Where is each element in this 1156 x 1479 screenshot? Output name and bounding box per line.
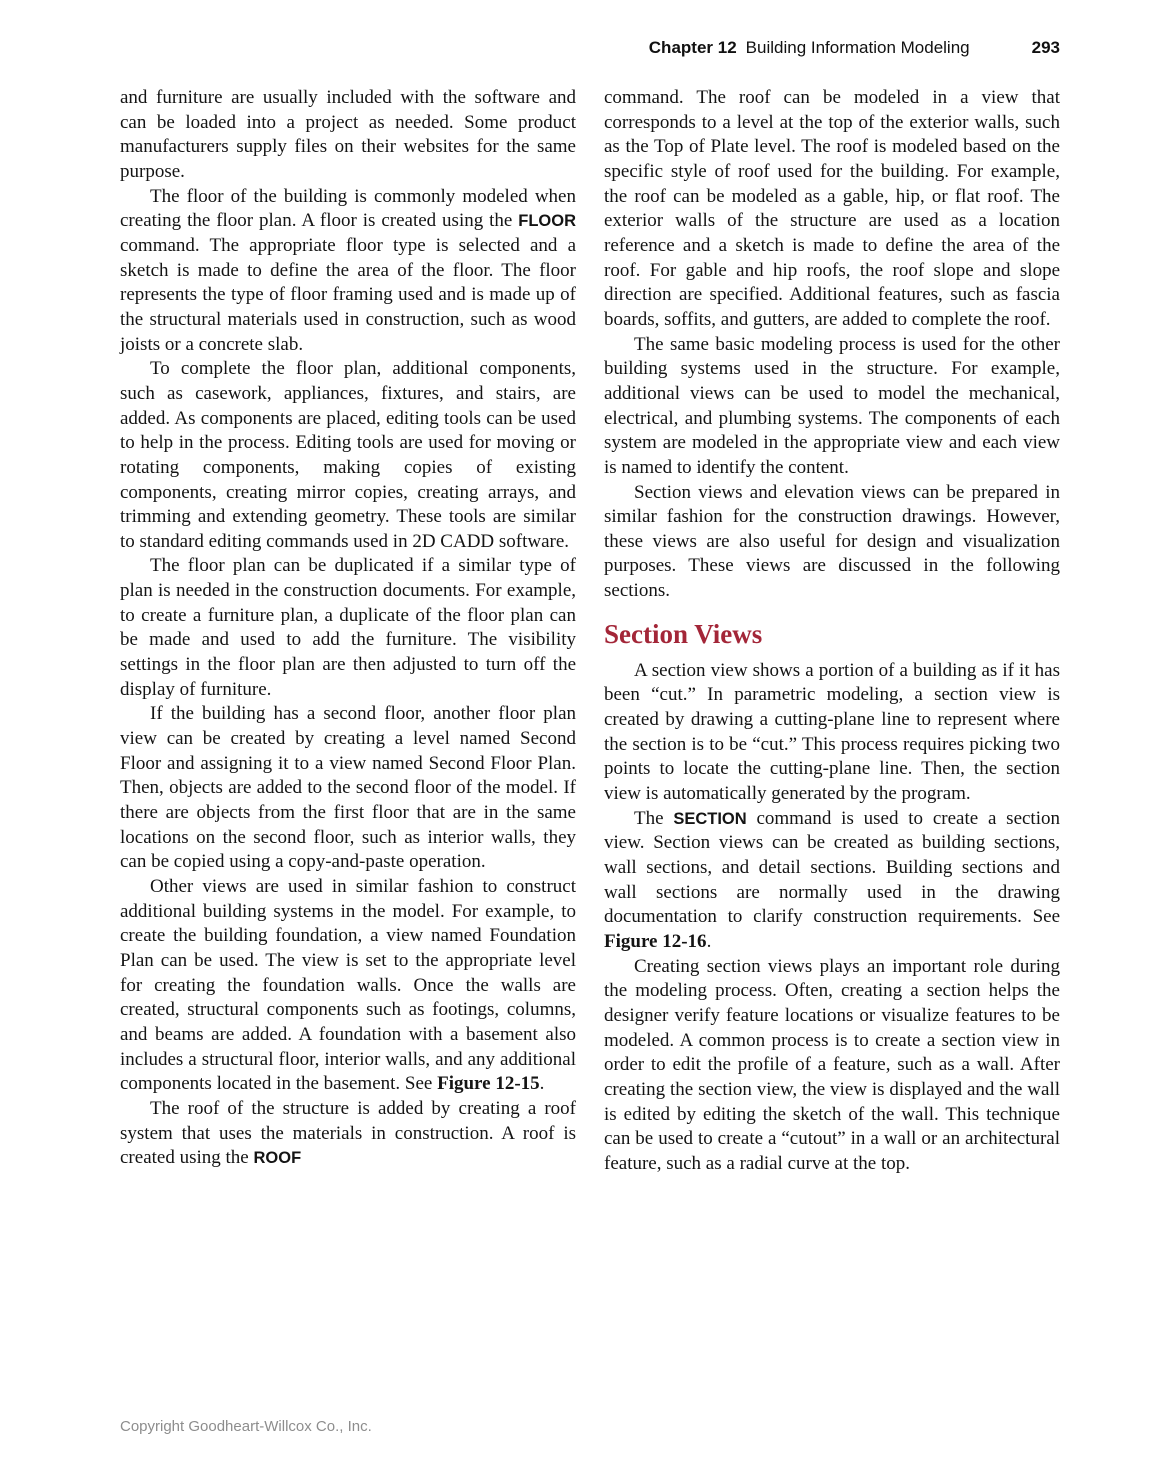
right-column	[604, 86, 1060, 1177]
command-keyword: SECTION	[673, 809, 747, 828]
paragraph	[120, 1097, 576, 1171]
paragraph	[120, 357, 576, 554]
paragraph	[120, 875, 576, 1097]
figure-reference: Figure 12-15	[437, 1073, 540, 1095]
section-heading: Section Views	[604, 618, 763, 649]
text-run: command. The roof can be modeled in a view that corresponds to a level at the top of the exterior walls, such as the Top of Plate level. The roof is modeled based on the specific style of roof used for the building. For example, the roof can be modeled as a gable, hip, or flat roof. The exterior walls of the structure are used as a location reference and a sketch is made to define the area of the roof. For gable and hip roofs, the roof slope and slope direction are specified. Additional features, such as fascia boards, soffits, and gutters, are added to complete the roof.	[604, 87, 1060, 330]
text-run: The same basic modeling process is used for the other building systems used in the structure. For example, additional views can be used to model the mechanical, electrical, and plumbing systems. The components of each system are modeled in the appropriate view and each view is named to identify the content.	[604, 333, 1060, 478]
paragraph	[120, 86, 576, 185]
text-run: The floor plan can be duplicated if a similar type of plan is needed in the construction documents. For example, to create a furniture plan, a duplicate of the floor plan can be made and used to add the furniture. The visibility settings in the floor plan are then adjusted to turn off the display of furniture.	[120, 555, 576, 700]
text-columns	[120, 86, 1060, 1177]
text-run: A section view shows a portion of a building as if it has been “cut.” In parametric modeling, a section view is created by drawing a cutting-plane line to represent where the section is to be “cut.” This process requires picking two points to locate the cutting-plane line. Then, the section view is automatically generated by the program.	[604, 659, 1060, 805]
text-run: Section views and elevation views can be prepared in similar fashion for the construction drawings. However, these views are also useful for design and visualization purposes. These views are discussed in the following sections.	[604, 481, 1060, 602]
command-keyword: ROOF	[253, 1149, 302, 1168]
text-run: Creating section views plays an important role during the modeling process. Often, creating a section helps the designer verify feature locations or visualize features to be modeled. A common process is to create a section view in order to edit the profile of a feature, such as a wall. After creating the section view, the view is displayed and the wall is edited by editing the sketch of the wall. This technique can be used to create a “cutout” in a wall or an architectural feature, such as a radial curve at the top.	[604, 955, 1060, 1174]
paragraph	[120, 185, 576, 358]
paragraph	[120, 702, 576, 875]
text-run: command is used to create a section view. Section views can be created as building sections, wall sections, and detail sections. Building sections and wall sections are normally used in the drawing documentation to clarify construction requirements. See	[604, 807, 1060, 928]
chapter-title: Building Information Modeling	[745, 38, 970, 57]
command-keyword: FLOOR	[518, 212, 576, 231]
text-run: .	[706, 931, 712, 952]
chapter-label: Chapter 12	[648, 38, 737, 57]
text-run: If the building has a second floor, another floor plan view can be created by creating a level named Second Floor and assigning it to a view named Second Floor Plan. Then, objects are added to the second floor of the model. If there are objects from the first floor that are in the same locations on the second floor, such as interior walls, they can be copied using a copy-and-paste operation.	[120, 703, 576, 873]
text-run: The	[634, 807, 674, 829]
paragraph	[604, 659, 1060, 807]
paragraph	[604, 955, 1060, 1177]
copyright-footer: Copyright Goodheart-Willcox Co., Inc.	[120, 1418, 372, 1435]
text-run: .	[539, 1073, 545, 1095]
paragraph	[604, 86, 1060, 333]
text-run: and furniture are usually included with the software and can be loaded into a project as needed. Some product manufacturers supply files on their websites for the same purpose.	[120, 87, 576, 182]
text-run: command. The appropriate floor type is selected and a sketch is made to define the area of the floor. The floor represents the type of floor framing used and is made up of the structural materials used in construction, such as wood joists or a concrete slab.	[120, 234, 576, 355]
paragraph	[604, 481, 1060, 604]
running-head	[120, 38, 1060, 58]
text-run: To complete the floor plan, additional components, such as casework, appliances, fixtures, and stairs, are added. As components are placed, editing tools can be used to help in the process. Editing tools are used for moving or rotating components, making copies of existing components, creating mirror copies, creating arrays, and trimming and extending geometry. These tools are similar to standard editing commands used in 2D CADD software.	[120, 358, 576, 552]
text-run: The floor of the building is commonly modeled when creating the floor plan. A floor is created using the	[120, 185, 576, 232]
text-run: The roof of the structure is added by creating a roof system that uses the materials in construction. A roof is created using the	[120, 1097, 576, 1169]
paragraph	[120, 554, 576, 702]
left-column	[120, 86, 576, 1177]
paragraph	[604, 807, 1060, 955]
figure-reference: Figure 12-16	[604, 931, 707, 952]
page-number: 293	[1031, 38, 1060, 57]
text-run: Other views are used in similar fashion to construct additional building systems in the model. For example, to create the building foundation, a view named Foundation Plan can be used. The view is set to the appropriate level for creating the foundation walls. Once the walls are created, structural components such as footings, columns, and beams are added. A foundation with a basement also includes a structural floor, interior walls, and any additional components located in the basement. See	[120, 876, 576, 1095]
paragraph	[604, 333, 1060, 481]
